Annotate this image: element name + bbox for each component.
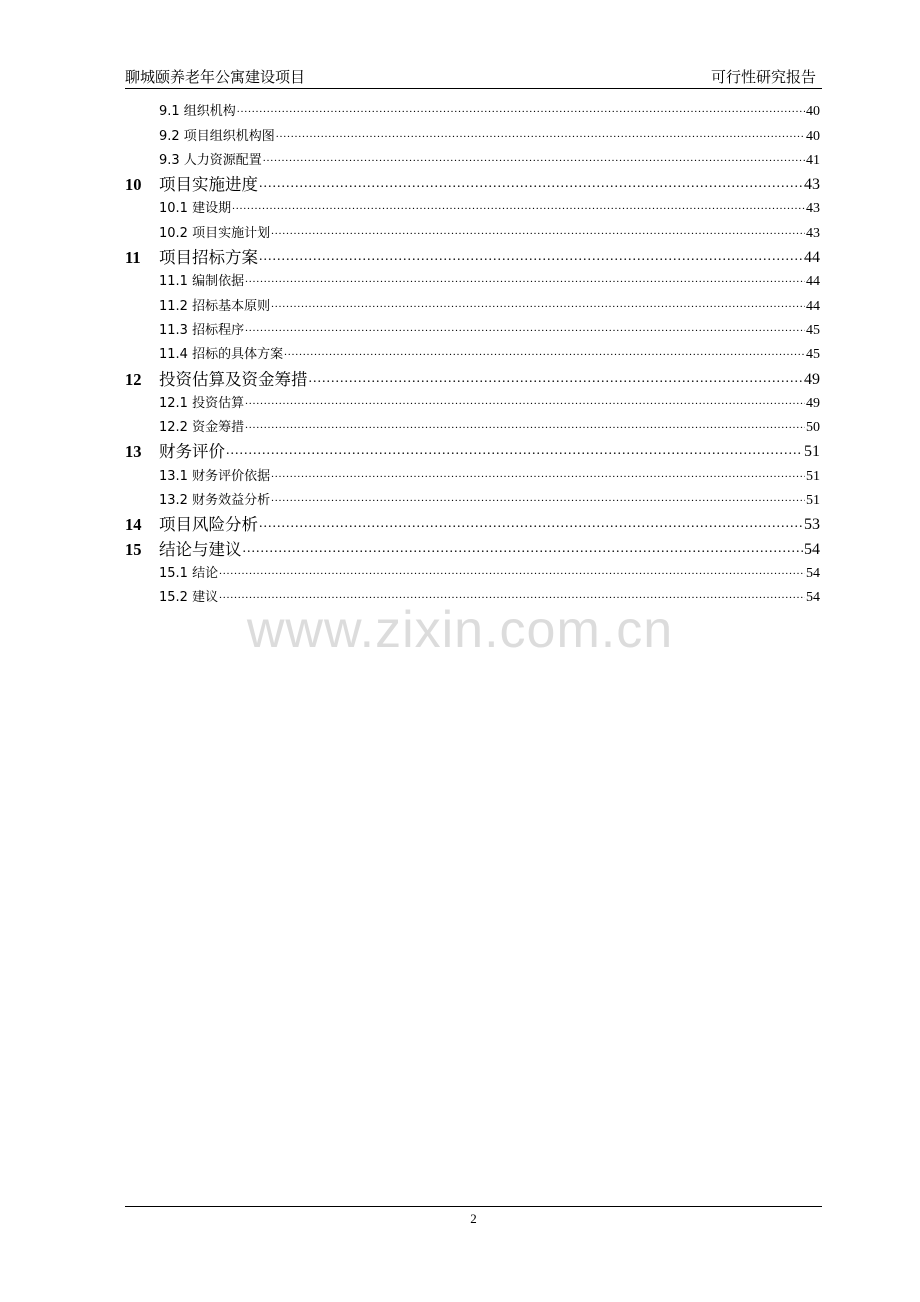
toc-dot-leader (259, 175, 803, 192)
toc-page-number: 43 (806, 201, 820, 217)
toc-section-entry[interactable] (125, 339, 820, 363)
toc-page-number: 53 (804, 516, 820, 534)
toc-dot-leader (271, 490, 805, 507)
toc-dot-leader (263, 150, 805, 167)
toc-dot-leader (245, 417, 805, 434)
toc-entry-title: 项目招标方案 (159, 248, 258, 268)
toc-chapter-number: 15 (125, 539, 142, 559)
toc-page-number: 43 (806, 225, 820, 241)
toc-chapter-number: 11 (125, 248, 141, 268)
toc-dot-leader (232, 198, 805, 215)
toc-dot-leader (219, 563, 805, 580)
toc-chapter-entry[interactable] (125, 436, 820, 460)
toc-section-entry[interactable] (125, 412, 820, 436)
toc-chapter-number: 10 (125, 175, 142, 195)
toc-dot-leader (243, 540, 804, 557)
toc-page-number: 49 (806, 395, 820, 411)
toc-section-entry[interactable] (125, 315, 820, 339)
toc-entry-title: 10.2 项目实施计划 (159, 225, 271, 241)
table-of-contents (125, 96, 820, 606)
toc-dot-leader (276, 126, 805, 143)
toc-chapter-entry[interactable] (125, 242, 820, 266)
footer-page-number: 2 (470, 1211, 477, 1226)
toc-page-number: 44 (804, 249, 820, 267)
toc-page-number: 41 (806, 152, 820, 168)
toc-entry-title: 投资估算及资金筹措 (159, 369, 308, 389)
toc-dot-leader (226, 442, 803, 459)
toc-section-entry[interactable] (125, 266, 820, 290)
toc-entry-title: 项目实施进度 (159, 175, 258, 195)
toc-entry-title: 10.1 建设期 (159, 201, 232, 217)
toc-section-entry[interactable] (125, 558, 820, 582)
toc-section-entry[interactable] (125, 193, 820, 217)
toc-entry-title: 12.2 资金筹措 (159, 420, 245, 436)
toc-chapter-entry[interactable] (125, 169, 820, 193)
toc-chapter-entry[interactable] (125, 363, 820, 387)
page-footer (125, 1206, 822, 1227)
toc-chapter-entry[interactable] (125, 509, 820, 533)
toc-dot-leader (245, 393, 805, 410)
toc-section-entry[interactable] (125, 460, 820, 484)
toc-dot-leader (309, 370, 804, 387)
header-project-title: 聊城颐养老年公寓建设项目 (125, 68, 306, 86)
toc-dot-leader (271, 296, 805, 313)
toc-chapter-number: 13 (125, 442, 142, 462)
toc-dot-leader (259, 515, 803, 532)
toc-entry-title: 项目风险分析 (159, 515, 258, 535)
toc-dot-leader (245, 271, 805, 288)
toc-entry-title: 9.3 人力资源配置 (159, 152, 262, 168)
toc-dot-leader (245, 320, 805, 337)
toc-section-entry[interactable] (125, 120, 820, 144)
toc-page-number: 51 (804, 443, 820, 461)
toc-dot-leader (237, 101, 805, 118)
toc-entry-title: 11.2 招标基本原则 (159, 298, 271, 314)
toc-page-number: 44 (806, 298, 820, 314)
toc-entry-title: 财务评价 (159, 442, 225, 462)
toc-page-number: 51 (806, 493, 820, 509)
toc-chapter-entry[interactable] (125, 533, 820, 557)
toc-page-number: 51 (806, 468, 820, 484)
toc-section-entry[interactable] (125, 96, 820, 120)
toc-entry-title: 11.4 招标的具体方案 (159, 347, 284, 363)
toc-entry-title: 9.1 组织机构 (159, 104, 236, 120)
toc-entry-title: 12.1 投资估算 (159, 395, 245, 411)
toc-page-number: 40 (806, 128, 820, 144)
toc-entry-title: 11.1 编制依据 (159, 274, 245, 290)
toc-page-number: 54 (806, 590, 820, 606)
toc-page-number: 40 (806, 104, 820, 120)
toc-dot-leader (284, 344, 805, 361)
toc-chapter-number: 14 (125, 515, 142, 535)
toc-entry-title: 15.1 结论 (159, 565, 219, 581)
toc-dot-leader (271, 223, 805, 240)
toc-section-entry[interactable] (125, 388, 820, 412)
toc-entry-title: 15.2 建议 (159, 590, 219, 606)
toc-dot-leader (259, 248, 803, 265)
toc-section-entry[interactable] (125, 290, 820, 314)
toc-page-number: 43 (804, 176, 820, 194)
header-report-type: 可行性研究报告 (710, 68, 816, 86)
toc-section-entry[interactable] (125, 217, 820, 241)
toc-entry-title: 结论与建议 (159, 539, 242, 559)
toc-section-entry[interactable] (125, 485, 820, 509)
toc-page-number: 45 (806, 322, 820, 338)
toc-section-entry[interactable] (125, 145, 820, 169)
toc-page-number: 54 (806, 565, 820, 581)
toc-dot-leader (271, 466, 805, 483)
toc-chapter-number: 12 (125, 369, 142, 389)
toc-page-number: 44 (806, 274, 820, 290)
toc-entry-title: 11.3 招标程序 (159, 322, 245, 338)
toc-page-number: 45 (806, 347, 820, 363)
toc-page-number: 50 (806, 420, 820, 436)
toc-entry-title: 13.1 财务评价依据 (159, 468, 271, 484)
toc-entry-title: 13.2 财务效益分析 (159, 493, 271, 509)
watermark: www.zixin.com.cn (246, 601, 674, 659)
toc-page-number: 54 (804, 540, 820, 558)
page-header (125, 64, 822, 89)
toc-page-number: 49 (804, 370, 820, 388)
toc-entry-title: 9.2 项目组织机构图 (159, 128, 275, 144)
